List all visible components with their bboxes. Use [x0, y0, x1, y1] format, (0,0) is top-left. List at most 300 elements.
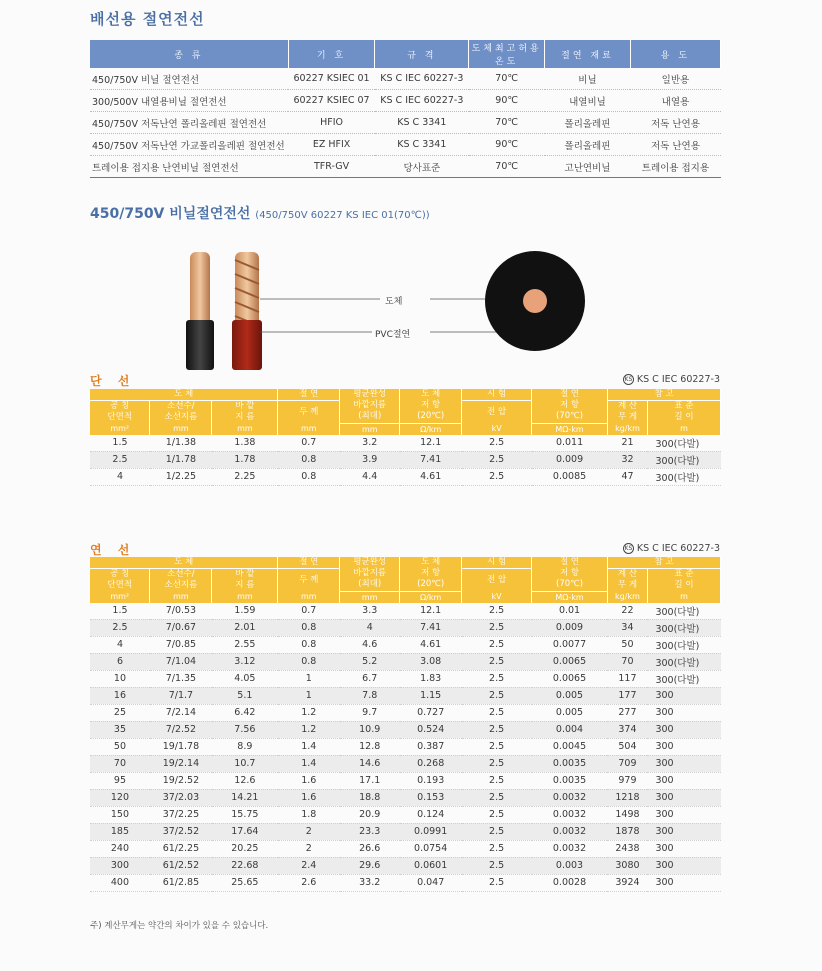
table-row: [90, 704, 721, 721]
table-cell: 150: [90, 806, 150, 823]
table-cell: 300: [647, 721, 720, 738]
table-header-row: [90, 40, 721, 68]
table-cell: 0.8: [278, 451, 340, 468]
table-cell: 0.193: [400, 772, 462, 789]
table-cell: 37/2.25: [150, 806, 212, 823]
sub-header: 두 께: [278, 569, 340, 592]
unit-row: [90, 423, 721, 435]
table-row: [90, 468, 721, 485]
table-cell: 0.0045: [532, 738, 608, 755]
table-cell: 0.005: [532, 704, 608, 721]
table-cell: 3924: [607, 874, 647, 891]
table-cell: 61/2.25: [150, 840, 212, 857]
insulation-label: PVC절연: [372, 327, 413, 340]
table-cell: 0.005: [532, 687, 608, 704]
table-cell: 트레이용 접지용: [630, 156, 720, 178]
table-row: [90, 874, 721, 891]
table-row: [90, 772, 721, 789]
table-cell: 0.0035: [532, 772, 608, 789]
ks-mark-icon: KS: [624, 545, 633, 552]
table-cell: 저독 난연용: [630, 134, 720, 156]
table-cell: 61/2.85: [150, 874, 212, 891]
table-cell: 300: [647, 738, 720, 755]
table-cell: 1.59: [212, 603, 278, 620]
group-header: 절 연 저 항 (70℃): [532, 557, 608, 591]
table-cell: 9.7: [340, 704, 400, 721]
table-cell: 300: [647, 789, 720, 806]
table-cell: 300: [90, 857, 150, 874]
table-cell: 6.42: [212, 704, 278, 721]
table-cell: 0.004: [532, 721, 608, 738]
table-cell: 3.3: [340, 603, 400, 620]
table-cell: 저독 난연용: [630, 112, 720, 134]
group-header: 도 체: [90, 557, 278, 569]
table-cell: 70℃: [469, 156, 545, 178]
section2-title: [90, 203, 430, 223]
table-cell: 300(다발): [647, 653, 720, 670]
table-cell: 7.41: [400, 451, 462, 468]
column-header: 절연 재료: [545, 40, 631, 68]
table-cell: 7.56: [212, 721, 278, 738]
table-cell: 979: [607, 772, 647, 789]
table-cell: 277: [607, 704, 647, 721]
table-cell: 19/2.52: [150, 772, 212, 789]
table-cell: 300(다발): [647, 603, 720, 620]
unit-cell: MΩ-km: [532, 423, 608, 435]
table-cell: 300/500V 내열용비닐 절연전선: [90, 90, 288, 112]
table-cell: 내열용: [630, 90, 720, 112]
table-cell: 14.6: [340, 755, 400, 772]
table-cell: 3.9: [340, 451, 400, 468]
table-cell: 2.5: [462, 738, 532, 755]
table-cell: 1498: [607, 806, 647, 823]
table-cell: 90℃: [469, 134, 545, 156]
table-cell: 3080: [607, 857, 647, 874]
sub-header: 소선수/ 소선지름: [150, 401, 212, 424]
table-cell: 0.0991: [400, 823, 462, 840]
table-cell: 1/1.38: [150, 435, 212, 452]
table-cell: 0.047: [400, 874, 462, 891]
table-row: [90, 823, 721, 840]
table-cell: 300(다발): [647, 468, 720, 485]
table-cell: KS C 3341: [375, 134, 469, 156]
table-cell: 2.6: [278, 874, 340, 891]
group-header: 평균완성 바깥지름 (최대): [340, 389, 400, 423]
table-cell: 8.9: [212, 738, 278, 755]
table-cell: 7/0.53: [150, 603, 212, 620]
unit-cell: MΩ-km: [532, 591, 608, 603]
table-cell: 19/1.78: [150, 738, 212, 755]
table-cell: 70: [607, 653, 647, 670]
solid-conductor: [190, 252, 210, 327]
table-cell: 709: [607, 755, 647, 772]
table-cell: 95: [90, 772, 150, 789]
unit-cell: m: [647, 423, 720, 435]
table-cell: 7/2.14: [150, 704, 212, 721]
table-cell: 0.8: [278, 468, 340, 485]
table-cell: 32: [608, 451, 648, 468]
table-cell: 18.8: [340, 789, 400, 806]
table-row: [90, 134, 721, 156]
table-cell: 0.387: [400, 738, 462, 755]
table-cell: 0.0601: [400, 857, 462, 874]
table-cell: 22.68: [212, 857, 278, 874]
table-cell: 2.5: [462, 687, 532, 704]
table-cell: 25: [90, 704, 150, 721]
unit-cell: kg/km: [607, 591, 647, 603]
group-header: 절 연: [278, 389, 340, 401]
table-cell: 1: [278, 670, 340, 687]
table-cell: 15.75: [212, 806, 278, 823]
table-cell: 26.6: [340, 840, 400, 857]
table-row: [90, 670, 721, 687]
table-cell: 0.7: [278, 435, 340, 452]
table-cell: TFR-GV: [288, 156, 375, 178]
table-cell: 10: [90, 670, 150, 687]
table-cell: 50: [607, 636, 647, 653]
table-cell: 0.009: [532, 619, 608, 636]
table-cell: 1.2: [278, 704, 340, 721]
table-cell: 185: [90, 823, 150, 840]
table-cell: 20.9: [340, 806, 400, 823]
unit-cell: mm²: [90, 591, 150, 603]
table-cell: 2.5: [462, 435, 532, 452]
group-header: 시 험: [462, 389, 532, 401]
table-row: [90, 112, 721, 134]
table-cell: 300: [647, 874, 720, 891]
table-cell: 1.6: [278, 772, 340, 789]
table-cell: 29.6: [340, 857, 400, 874]
group-header: 도 체 저 항 (20℃): [400, 557, 462, 591]
table-cell: 1: [278, 687, 340, 704]
table-cell: 0.124: [400, 806, 462, 823]
table-cell: 300: [647, 823, 720, 840]
table-cell: 10.9: [340, 721, 400, 738]
table-cell: 0.0065: [532, 653, 608, 670]
sub-header: 공 칭 단면적: [90, 569, 150, 592]
table-cell: 70℃: [469, 68, 545, 90]
table-cell: 4.4: [340, 468, 400, 485]
table-cell: 300(다발): [647, 435, 720, 452]
table-cell: 374: [607, 721, 647, 738]
table-cell: 트레이용 접지용 난연비닐 절연전선: [90, 156, 288, 178]
table-cell: 70℃: [469, 112, 545, 134]
table-cell: 2.5: [462, 451, 532, 468]
table-cell: 1.15: [400, 687, 462, 704]
table-cell: 117: [607, 670, 647, 687]
sub-header: 전 압: [462, 401, 532, 424]
table-cell: 6: [90, 653, 150, 670]
table-cell: 7.41: [400, 619, 462, 636]
table-cell: 300: [647, 857, 720, 874]
table-cell: EZ HFIX: [288, 134, 375, 156]
unit-cell: Ω/km: [400, 423, 462, 435]
table-cell: 1.4: [278, 738, 340, 755]
table-cell: 0.268: [400, 755, 462, 772]
unit-cell: mm: [278, 423, 340, 435]
solid-title: 단 선: [90, 374, 136, 388]
table-row: [90, 653, 721, 670]
table-cell: 50: [90, 738, 150, 755]
sub-header: 바 깥 지 름: [212, 401, 278, 424]
table-cell: 2.55: [212, 636, 278, 653]
table-cell: 0.01: [532, 603, 608, 620]
table-cell: 0.727: [400, 704, 462, 721]
sub-header: 공 칭 단면적: [90, 401, 150, 424]
table-cell: 1.4: [278, 755, 340, 772]
table-cell: 2.5: [462, 653, 532, 670]
unit-cell: kV: [462, 423, 532, 435]
table-row: [90, 451, 721, 468]
table-cell: 2.5: [462, 619, 532, 636]
unit-cell: mm: [150, 591, 212, 603]
table-cell: 37/2.52: [150, 823, 212, 840]
table-cell: 4.6: [340, 636, 400, 653]
sub-header: 바 깥 지 름: [212, 569, 278, 592]
table-cell: 34: [607, 619, 647, 636]
table-cell: 240: [90, 840, 150, 857]
table-cell: KS C IEC 60227-3: [375, 68, 469, 90]
table-cell: 17.1: [340, 772, 400, 789]
table-cell: 450/750V 저독난연 폴리올레핀 절연전선: [90, 112, 288, 134]
table-cell: 300: [647, 687, 720, 704]
column-header: 종 류: [90, 40, 288, 68]
table-cell: 0.8: [278, 636, 340, 653]
table-cell: 60227 KSIEC 01: [288, 68, 375, 90]
table-cell: 2.5: [462, 806, 532, 823]
table-cell: 0.7: [278, 603, 340, 620]
table-cell: 14.21: [212, 789, 278, 806]
table-cell: 35: [90, 721, 150, 738]
table-cell: 3.12: [212, 653, 278, 670]
sub-header: 소선수/ 소선지름: [150, 569, 212, 592]
table-cell: 2.5: [462, 789, 532, 806]
standard-text-1: KS C IEC 60227-3: [636, 374, 720, 385]
table-cell: 4.05: [212, 670, 278, 687]
red-insulation: [232, 320, 262, 370]
unit-row: [90, 591, 721, 603]
table-cell: 2.5: [462, 636, 532, 653]
table-cell: 10.7: [212, 755, 278, 772]
table-cell: 120: [90, 789, 150, 806]
table-cell: 0.8: [278, 653, 340, 670]
table-cell: 0.0077: [532, 636, 608, 653]
table-cell: 61/2.52: [150, 857, 212, 874]
unit-cell: kV: [462, 591, 532, 603]
table-cell: 4: [90, 636, 150, 653]
stranded-wire-table: [90, 557, 721, 892]
table-cell: 2438: [607, 840, 647, 857]
table-cell: 21: [608, 435, 648, 452]
table-cell: 33.2: [340, 874, 400, 891]
table-cell: 5.1: [212, 687, 278, 704]
group-header: 절 연: [278, 557, 340, 569]
table-cell: 2.5: [462, 721, 532, 738]
table-cell: 300: [647, 806, 720, 823]
table-cell: 504: [607, 738, 647, 755]
table-cell: 0.0032: [532, 840, 608, 857]
stranded-title: 연 선: [90, 543, 136, 557]
table-cell: 2.25: [212, 468, 278, 485]
table-cell: 7/2.52: [150, 721, 212, 738]
table-cell: 3.2: [340, 435, 400, 452]
table-cell: 2.5: [462, 823, 532, 840]
conductor-label: 도체: [382, 294, 405, 307]
table-cell: 2.01: [212, 619, 278, 636]
table-cell: 0.0035: [532, 755, 608, 772]
table-cell: 3.08: [400, 653, 462, 670]
table-cell: 0.0085: [532, 468, 608, 485]
table-cell: 300: [647, 704, 720, 721]
table-cell: 1/1.78: [150, 451, 212, 468]
table-cell: 2.5: [462, 704, 532, 721]
header-row-group: [90, 557, 721, 569]
table-cell: 2.5: [462, 670, 532, 687]
table-cell: 1.6: [278, 789, 340, 806]
table-cell: 0.0065: [532, 670, 608, 687]
table-cell: 7/1.35: [150, 670, 212, 687]
table-cell: 1.78: [212, 451, 278, 468]
group-header: 절 연 저 항 (70℃): [532, 389, 608, 423]
section2-title-text: 450/750V 비닐절연전선: [90, 206, 251, 222]
table-row: [90, 738, 721, 755]
table-cell: KS C IEC 60227-3: [375, 90, 469, 112]
table-cell: 2.5: [462, 840, 532, 857]
unit-cell: mm²: [90, 423, 150, 435]
table-cell: 450/750V 비닐 절연전선: [90, 68, 288, 90]
table-cell: 2.5: [462, 755, 532, 772]
table-cell: 300: [647, 772, 720, 789]
unit-cell: mm: [340, 591, 400, 603]
table-cell: 300(다발): [647, 451, 720, 468]
table-cell: 0.009: [532, 451, 608, 468]
table-cell: 37/2.03: [150, 789, 212, 806]
table-cell: 450/750V 저독난연 가교폴리올레핀 절연전선: [90, 134, 288, 156]
table-row: [90, 857, 721, 874]
table-cell: 1.83: [400, 670, 462, 687]
table-cell: 1.8: [278, 806, 340, 823]
table-cell: 7/1.04: [150, 653, 212, 670]
table-cell: 90℃: [469, 90, 545, 112]
standard-badge-2: [623, 543, 720, 554]
solid-wire-table: [90, 389, 721, 486]
group-header: 평균완성 바깥지름 (최대): [340, 557, 400, 591]
table-cell: 1/2.25: [150, 468, 212, 485]
table-cell: 폴리올레핀: [545, 134, 631, 156]
unit-cell: mm: [212, 591, 278, 603]
table-cell: 6.7: [340, 670, 400, 687]
table-cell: 2.5: [90, 619, 150, 636]
column-header: 규 격: [375, 40, 469, 68]
group-header: 시 험: [462, 557, 532, 569]
table-cell: 60227 KSIEC 07: [288, 90, 375, 112]
table-cell: KS C 3341: [375, 112, 469, 134]
table-row: [90, 68, 721, 90]
table-cell: 16: [90, 687, 150, 704]
table-cell: 7.8: [340, 687, 400, 704]
table-cell: 1218: [607, 789, 647, 806]
table-row: [90, 603, 721, 620]
group-header: 도 체 저 항 (20℃): [400, 389, 462, 423]
table-cell: 1.5: [90, 603, 150, 620]
table-cell: 0.011: [532, 435, 608, 452]
ks-mark-icon: KS: [624, 376, 633, 383]
table-cell: 2: [278, 840, 340, 857]
table-cell: 0.0032: [532, 789, 608, 806]
standard-badge-1: [623, 374, 720, 385]
table-cell: 4.61: [400, 468, 462, 485]
wire-type-table: [90, 40, 721, 178]
group-header: 참 고: [608, 389, 721, 401]
cross-section-conductor: [523, 289, 547, 313]
table-cell: 1.5: [90, 435, 150, 452]
table-cell: 7/1.7: [150, 687, 212, 704]
unit-cell: mm: [150, 423, 212, 435]
table-cell: 177: [607, 687, 647, 704]
sub-header: 계 산 무 게: [608, 401, 648, 424]
table-cell: 25.65: [212, 874, 278, 891]
table-cell: 12.1: [400, 435, 462, 452]
table-cell: 비닐: [545, 68, 631, 90]
unit-cell: kg/km: [608, 423, 648, 435]
table-cell: 300(다발): [647, 619, 720, 636]
column-header: 도체최고허용온도: [469, 40, 545, 68]
column-header: 용 도: [630, 40, 720, 68]
table-cell: 2.5: [462, 468, 532, 485]
table-cell: 고난연비닐: [545, 156, 631, 178]
table-cell: 일반용: [630, 68, 720, 90]
unit-cell: Ω/km: [400, 591, 462, 603]
table-cell: 4.61: [400, 636, 462, 653]
unit-cell: m: [647, 591, 720, 603]
table-row: [90, 90, 721, 112]
sub-header: 두 께: [278, 401, 340, 424]
table-row: [90, 619, 721, 636]
table-cell: 2.5: [462, 874, 532, 891]
table-cell: 1.2: [278, 721, 340, 738]
table-row: [90, 156, 721, 178]
table-row: [90, 687, 721, 704]
group-header: 도 체: [90, 389, 278, 401]
table-cell: 12.1: [400, 603, 462, 620]
column-header: 기 호: [288, 40, 375, 68]
table-cell: 2.5: [462, 603, 532, 620]
standard-text-2: KS C IEC 60227-3: [636, 543, 720, 554]
table-cell: 7/0.85: [150, 636, 212, 653]
sub-header: 전 압: [462, 569, 532, 592]
table-cell: 2.5: [462, 772, 532, 789]
table-cell: 12.6: [212, 772, 278, 789]
section1-title: 배선용 절연전선: [90, 10, 205, 28]
table-cell: 0.0028: [532, 874, 608, 891]
table-row: [90, 840, 721, 857]
table-row: [90, 755, 721, 772]
table-row: [90, 636, 721, 653]
section2-subtitle: (450/750V 60227 KS IEC 01(70℃)): [255, 210, 430, 221]
table-cell: 22: [607, 603, 647, 620]
table-cell: 47: [608, 468, 648, 485]
table-cell: 300: [647, 755, 720, 772]
unit-cell: mm: [278, 591, 340, 603]
table-cell: 70: [90, 755, 150, 772]
table-cell: 2.5: [462, 857, 532, 874]
table-row: [90, 806, 721, 823]
table-cell: HFIO: [288, 112, 375, 134]
table-cell: 300: [647, 840, 720, 857]
table-cell: 1.38: [212, 435, 278, 452]
table-cell: 300(다발): [647, 670, 720, 687]
unit-cell: mm: [340, 423, 400, 435]
